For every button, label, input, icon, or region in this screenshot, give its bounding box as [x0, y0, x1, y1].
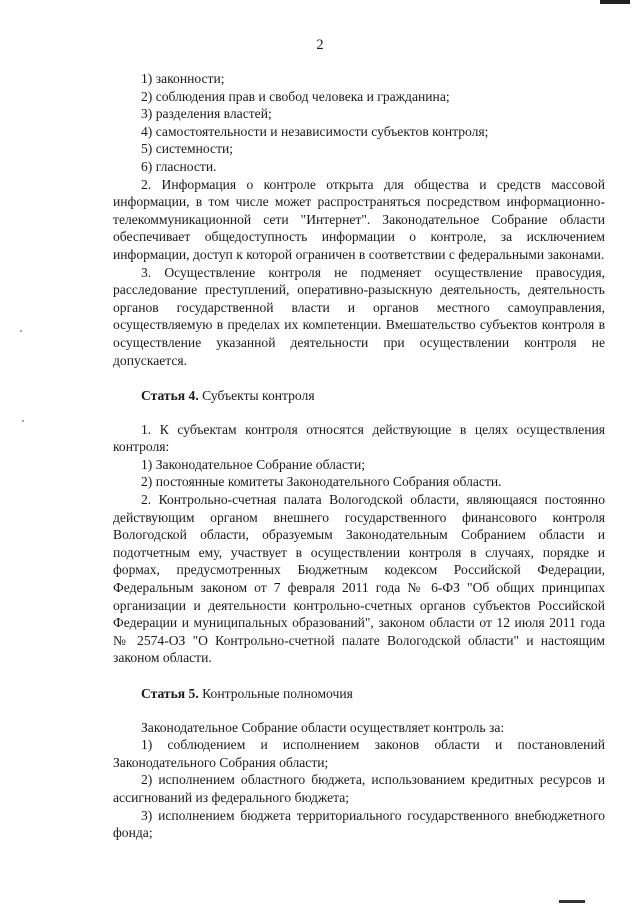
article-5-item: 3) исполнением бюджета территориального государственного внебюджетного фонда;: [113, 807, 605, 841]
article-5-item: 1) соблюдением и исполнением законов области и постановлений Законодательного Собрания области;: [113, 737, 605, 770]
article-4-item: 1) Законодательное Собрание области;: [141, 456, 365, 472]
paragraph-non-substitution: 3. Осуществление контроля не подменяет осуществление правосудия, расследование преступлений, оперативно-разыскную деятельность, деятельность органов государственной власти и органов местного самоуправления, осуществляемую в пределах их компетенции. Вмешательство субъектов контроля в осуществление указанной деятельности при осуществлении контроля не допускается.: [113, 264, 605, 368]
principle-item: 5) системности;: [141, 141, 234, 157]
article-5-title: Контрольные полномочия: [202, 686, 353, 701]
article-5-heading: [113, 685, 605, 703]
principle-item: 2) соблюдения прав и свобод человека и гражданина;: [141, 88, 450, 104]
scan-speck: [22, 420, 24, 422]
article-5-label: Статья 5.: [141, 686, 199, 701]
page-number: 2: [316, 37, 324, 53]
scan-speck: [20, 330, 22, 332]
principle-item: 1) законности;: [141, 71, 225, 86]
document-body: [113, 70, 605, 842]
paragraph-information-openness: 2. Информация о контроле открыта для общества и средств массовой информации, в том числе может распространяться посредством информационно-телекоммуникационной сети "Интернет". Законодательное Собрание области обеспечивает общедоступность информации о контроле, за исключением информации, доступ к которой ограничен в соответствии с федеральными законами.: [113, 176, 605, 262]
article-5-item: 2) исполнением областного бюджета, использованием кредитных ресурсов и ассигнований из федерального бюджета;: [113, 772, 605, 805]
article-4-item: 2) постоянные комитеты Законодательного Собрания области.: [141, 474, 502, 490]
scan-mark-top: [600, 0, 630, 4]
article-4-label: Статья 4.: [141, 388, 199, 404]
principle-item: 4) самостоятельности и независимости субъектов контроля;: [141, 123, 489, 139]
principle-item: 3) разделения властей;: [141, 106, 272, 122]
article-4-paragraph-1: 1. К субъектам контроля относятся действующие в целях осуществления контроля:: [113, 421, 605, 455]
scan-mark-bottom: [559, 900, 585, 903]
article-5-intro: Законодательное Собрание области осуществляет контроль за:: [141, 719, 505, 735]
article-4-title: Субъекты контроля: [202, 388, 315, 404]
article-4-paragraph-2: 2. Контрольно-счетная палата Вологодской области, являющаяся постоянно действующим органом внешнего государственного финансового контроля Вологодской области, образуемым Законодательным Собранием области и подотчетным ему, участвует в осуществлении контроля в случаях, порядке и формах, предусмотренных Бюджетным кодексом Российской Федерации, Федеральным законом от 7 февраля 2011 года № 6-ФЗ "Об общих принципах организации и деятельности контрольно-счетных органов субъектов Российской Федерации и муниципальных образований", законом области от 12 июля 2011 года № 2574-ОЗ "О Контрольно-счетной палате Вологодской области" и настоящим законом области.: [113, 492, 605, 666]
principle-item: 6) гласности.: [141, 158, 217, 174]
article-4-heading: [113, 387, 605, 405]
